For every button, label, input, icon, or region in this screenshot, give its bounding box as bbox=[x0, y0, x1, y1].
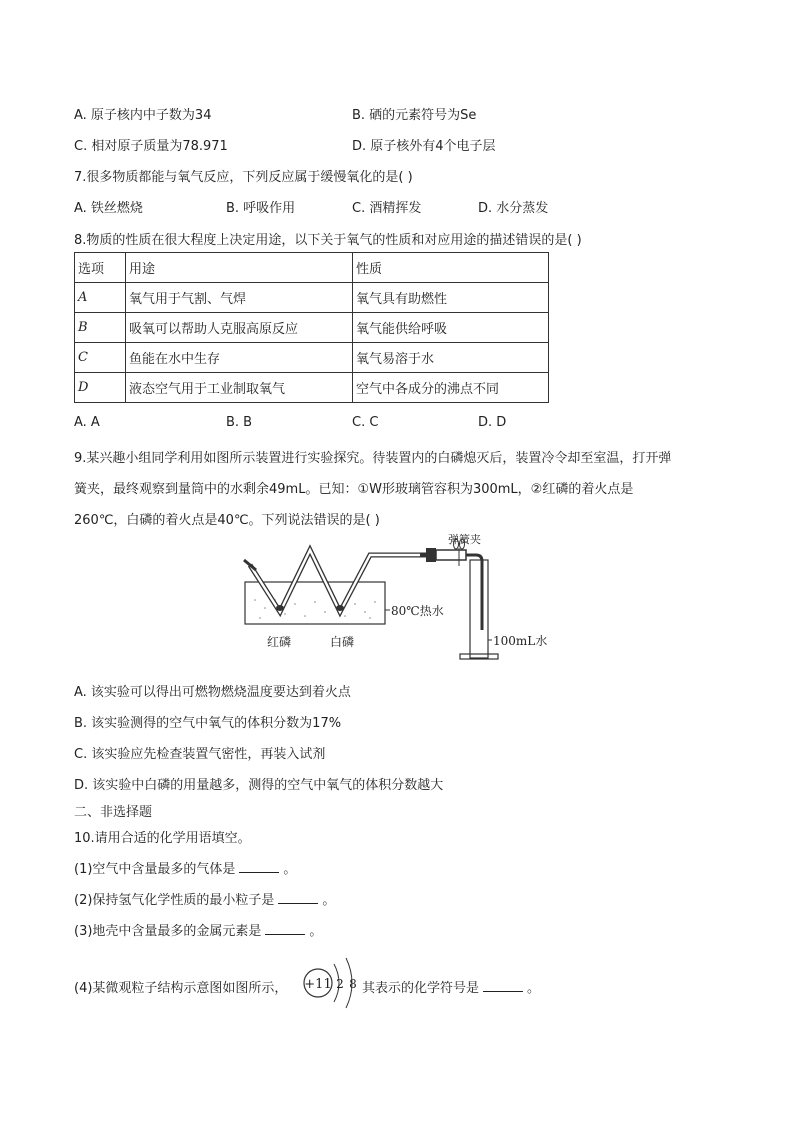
q10-part4-text: 其表示的化学符号是 bbox=[362, 981, 480, 996]
table-cell: 氧气用于气割、气焊 bbox=[126, 283, 353, 313]
period: 。 bbox=[309, 924, 323, 939]
atom-structure-diagram bbox=[300, 950, 362, 1012]
q9-option-d: D. 该实验中白磷的用量越多，测得的空气中氧气的体积分数越大 bbox=[74, 778, 444, 793]
q10-part4-prefix: (4)某微观粒子结构示意图如图所示， bbox=[74, 981, 288, 996]
table-header-cell: 性质 bbox=[353, 253, 549, 283]
q10-part2-text: (2)保持氢气化学性质的最小粒子是 bbox=[74, 893, 275, 908]
table-header-cell: 选项 bbox=[75, 253, 126, 283]
q9-option-c: C. 该实验应先检查装置气密性，再装入试剂 bbox=[74, 747, 326, 762]
q9-option-b: B. 该实验测得的空气中氧气的体积分数为17% bbox=[74, 716, 342, 731]
q7-option-d: D. 水分蒸发 bbox=[478, 201, 549, 216]
table-cell: 氧气具有助燃性 bbox=[353, 283, 549, 313]
q10-part1-text: (1)空气中含量最多的气体是 bbox=[74, 862, 236, 877]
table-cell: 氧气能供给呼吸 bbox=[353, 313, 549, 343]
answer-blank[interactable] bbox=[278, 891, 318, 904]
q7-option-b: B. 呼吸作用 bbox=[226, 201, 296, 216]
table-cell: 鱼能在水中生存 bbox=[126, 343, 353, 373]
q7-option-a: A. 铁丝燃烧 bbox=[74, 201, 143, 216]
q10-part4-suffix bbox=[362, 977, 540, 996]
q7-option-c: C. 酒精挥发 bbox=[352, 201, 422, 216]
table-row bbox=[75, 373, 549, 403]
table-cell: A bbox=[75, 283, 126, 313]
label-hot-water: 80℃热水 bbox=[391, 604, 444, 618]
white-phosphorus bbox=[336, 605, 344, 611]
q8-option-c: C. C bbox=[352, 415, 379, 430]
table-row bbox=[75, 313, 549, 343]
experiment-apparatus-diagram bbox=[230, 530, 570, 660]
table-cell: 空气中各成分的沸点不同 bbox=[353, 373, 549, 403]
q10-stem: 10.请用合适的化学用语填空。 bbox=[74, 831, 251, 846]
table-row bbox=[75, 283, 549, 313]
shell1-electrons: 2 bbox=[336, 977, 344, 991]
q8-option-b: B. B bbox=[226, 415, 253, 430]
table-cell: C bbox=[75, 343, 126, 373]
q6-option-b: B. 硒的元素符号为Se bbox=[352, 108, 477, 123]
period: 。 bbox=[322, 893, 336, 908]
q10-part1 bbox=[74, 858, 296, 877]
table-cell: 吸氧可以帮助人克服高原反应 bbox=[126, 313, 353, 343]
table-cell: D bbox=[75, 373, 126, 403]
q8-option-d: D. D bbox=[478, 415, 507, 430]
q6-option-c: C. 相对原子质量为78.971 bbox=[74, 139, 228, 154]
label-white-phosphorus: 白磷 bbox=[330, 635, 355, 649]
label-cylinder-water: 100mL水 bbox=[493, 634, 548, 648]
answer-blank[interactable] bbox=[239, 860, 279, 873]
rubber-stopper bbox=[426, 548, 436, 562]
q6-option-d: D. 原子核外有4个电子层 bbox=[352, 139, 496, 154]
section-heading: 二、非选择题 bbox=[74, 805, 153, 820]
q10-part2 bbox=[74, 889, 335, 908]
q10-part3 bbox=[74, 920, 322, 939]
label-red-phosphorus: 红磷 bbox=[267, 635, 292, 649]
period: 。 bbox=[527, 981, 541, 996]
q8-stem: 8.物质的性质在很大程度上决定用途，以下关于氧气的性质和对应用途的描述错误的是( ) bbox=[74, 233, 582, 248]
q9-stem-line1: 9.某兴趣小组同学利用如图所示装置进行实验探究。待装置内的白磷熄灭后，装置冷令却至室温，打开弹 bbox=[74, 451, 672, 466]
q9-option-a: A. 该实验可以得出可燃物燃烧温度要达到着火点 bbox=[74, 685, 351, 700]
q9-stem-line3: 260℃，白磷的着火点是40℃。下列说法错误的是( ) bbox=[74, 513, 380, 528]
answer-blank[interactable] bbox=[483, 979, 523, 992]
table-cell: B bbox=[75, 313, 126, 343]
shell2-electrons: 8 bbox=[349, 977, 357, 991]
rubber-tube bbox=[436, 550, 466, 560]
table-header-cell: 用途 bbox=[126, 253, 353, 283]
q8-option-a: A. A bbox=[74, 415, 100, 430]
table-header-row bbox=[75, 253, 549, 283]
q10-part3-text: (3)地壳中含量最多的金属元素是 bbox=[74, 924, 262, 939]
label-spring-clip: 弹簧夹 bbox=[448, 533, 481, 546]
q9-stem-line2: 簧夹，最终观察到量筒中的水剩余49mL。已知：①W形玻璃管容积为300mL，②红磷的着火点是 bbox=[74, 482, 634, 497]
period: 。 bbox=[283, 862, 297, 877]
table-cell: 液态空气用于工业制取氧气 bbox=[126, 373, 353, 403]
graduated-cylinder bbox=[470, 560, 488, 658]
q8-table bbox=[74, 252, 549, 403]
red-phosphorus bbox=[276, 605, 284, 611]
table-row bbox=[75, 343, 549, 373]
table-cell: 氧气易溶于水 bbox=[353, 343, 549, 373]
q6-option-a: A. 原子核内中子数为34 bbox=[74, 108, 212, 123]
nucleus-charge: +11 bbox=[304, 977, 332, 992]
answer-blank[interactable] bbox=[265, 922, 305, 935]
q7-stem: 7.很多物质都能与氧气反应，下列反应属于缓慢氧化的是( ) bbox=[74, 170, 413, 185]
